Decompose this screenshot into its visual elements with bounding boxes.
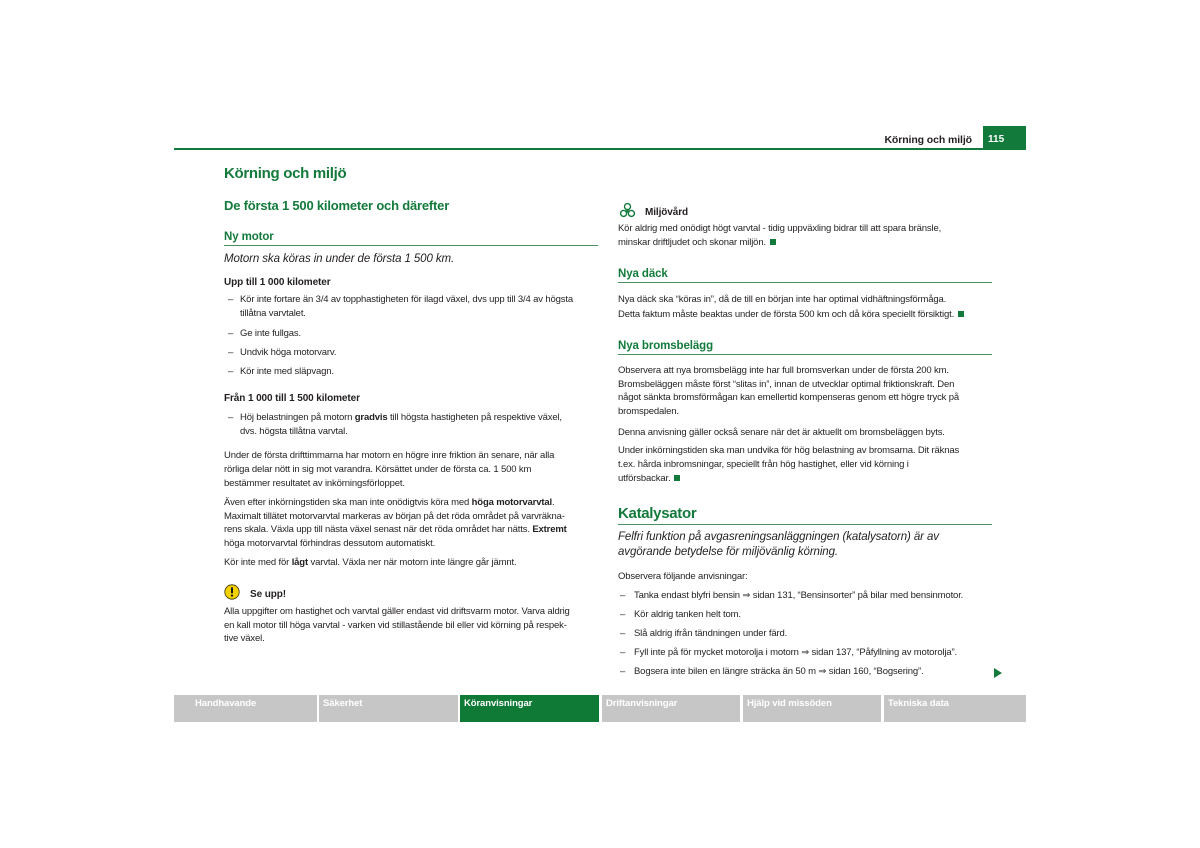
emphasis-text: Extremt	[532, 524, 567, 536]
new-tyres-text	[618, 293, 964, 322]
list-marker: –	[620, 590, 626, 601]
new-engine-lead: Motorn ska köras in under de första 1 500 km.	[224, 253, 455, 265]
footer-tab-hjalp-vid-missoden	[743, 695, 881, 722]
new-tyres-heading-rule	[618, 282, 992, 283]
brake-pads-paragraph	[618, 426, 945, 440]
paragraph-line	[618, 236, 941, 250]
new-tyres-heading: Nya däck	[618, 268, 668, 280]
high-revs-paragraph	[224, 496, 567, 551]
brake-pads-paragraph	[618, 364, 959, 419]
footer-tab-label: Säkerhet	[323, 698, 363, 709]
paragraph-line: en kall motor till höga varvtal - varken vid stillastående bil eller vid körning på respek-	[224, 619, 567, 631]
list-item-line: Undvik höga motorvarv.	[240, 347, 337, 358]
list-item-line	[240, 411, 562, 425]
footer-tab-label: Handhavande	[195, 698, 257, 709]
text-run: minskar driftljudet och skonar miljön.	[618, 237, 766, 248]
emphasis-text: lågt	[291, 557, 308, 568]
paragraph-line: Under de första drifttimmarna har motorn en högre inre friktion än senare, när alla	[224, 450, 555, 461]
stage2-heading: Från 1 000 till 1 500 kilometer	[224, 393, 360, 404]
text-run: Även efter inkörningstiden ska man inte onödigtvis köra med	[224, 497, 472, 508]
paragraph-line: Bromsbeläggen måste först “slitas in”, innan de utvecklar optimal friktionskraft. Den	[618, 378, 955, 390]
caution-title: Se upp!	[250, 589, 286, 600]
paragraph-line: något sänkta bromsförmågan kan emellertid kompenseras genom ett högre tryck på	[618, 392, 960, 404]
footer-tab-handhavande	[174, 695, 317, 722]
warning-icon	[224, 584, 240, 600]
continue-arrow-icon	[993, 666, 1003, 678]
paragraph-line: höga motorvarvtal förhindras dessutom automatiskt.	[224, 538, 436, 550]
list-marker: –	[228, 294, 234, 305]
end-of-section-marker	[958, 311, 964, 317]
list-item-line: Tanka endast blyfri bensin ⇒ sidan 131, “Bensinsorter” på bilar med bensinmotor.	[634, 590, 964, 601]
stage1-heading: Upp till 1 000 kilometer	[224, 277, 331, 288]
list-marker: –	[620, 647, 626, 658]
new-brake-pads-heading-rule	[618, 354, 992, 355]
lead-line: Felfri funktion på avgasreningsanläggningen (katalysatorn) är av	[618, 531, 939, 543]
footer-tab-label: Driftanvisningar	[606, 698, 678, 709]
lead-line: avgörande betydelse för miljövänlig körning.	[618, 546, 838, 558]
paragraph-line: Denna anvisning gäller också senare när det är aktuellt om bromsbeläggen byts.	[618, 427, 945, 438]
friction-paragraph	[224, 449, 554, 491]
paragraph-line	[224, 496, 567, 510]
list-item-line: Kör aldrig tanken helt tom.	[634, 609, 741, 620]
text-run: varvtal. Växla ner när motorn inte längre går jämnt.	[307, 557, 517, 568]
footer-tab-driftanvisningar	[602, 695, 740, 722]
header-rule	[174, 148, 1026, 150]
new-brake-pads-heading: Nya bromsbelägg	[618, 340, 713, 352]
list-marker: –	[620, 609, 626, 620]
list-item-line: Kör inte fortare än 3/4 av topphastigheten för ilagd växel, dvs upp till 3/4 av högsta	[240, 294, 574, 305]
paragraph-line	[618, 472, 959, 486]
paragraph-line: bromspedalen.	[618, 406, 679, 418]
text-run: Kör inte med för	[224, 557, 292, 568]
environment-icon	[619, 202, 636, 219]
environment-note-text	[618, 222, 941, 250]
list-item-line: Ge inte fullgas.	[240, 328, 301, 339]
text-run: .	[551, 497, 555, 508]
brake-pads-paragraph	[618, 444, 959, 486]
list-item-line: Fyll inte på för mycket motorolja i motorn ⇒ sidan 137, “Påfyllning av motorolja”.	[634, 647, 958, 658]
paragraph-line	[224, 556, 517, 570]
footer-tab-koranvisningar	[460, 695, 599, 722]
footer-tab-tekniska-data	[884, 695, 1026, 722]
page-number: 115	[988, 134, 1005, 145]
catalytic-converter-heading: Katalysator	[618, 505, 697, 522]
catalytic-converter-lead	[618, 530, 939, 560]
list-item-line: dvs. högsta tillåtna varvtal.	[240, 426, 348, 437]
list-marker: –	[228, 412, 234, 423]
text-run: rens skala. Växla upp till nästa växel senast när det röda området har nätts.	[224, 524, 533, 536]
running-header-title: Körning och miljö	[884, 134, 972, 146]
paragraph-line: Observera att nya bromsbelägg inte har full bromsverkan under de första 200 km.	[618, 365, 949, 376]
paragraph-line: t.ex. hårda inbromsningar, speciellt från hög hastighet, eller vid körning i	[618, 459, 909, 470]
list-marker: –	[228, 328, 234, 339]
text-run: utförsbackar.	[618, 473, 671, 484]
catalytic-converter-intro: Observera följande anvisningar:	[618, 571, 748, 582]
list-marker: –	[620, 628, 626, 639]
list-item-line: tillåtna varvtalet.	[240, 308, 306, 319]
paragraph-line: tive växel.	[224, 633, 265, 644]
section-title: De första 1 500 kilometer och därefter	[224, 198, 450, 213]
footer-tab-label: Köranvisningar	[464, 698, 533, 709]
paragraph-line: rörliga delar nött in sig mot varandra. Körsättet under de första ca. 1 500 km	[224, 464, 532, 475]
paragraph-line: Nya däck ska “köras in”, då de till en början inte har optimal vidhäftningsförmåga.	[618, 294, 947, 305]
paragraph-line: Alla uppgifter om hastighet och varvtal gäller endast vid driftsvarm motor. Varva aldrig	[224, 606, 570, 617]
end-of-section-marker	[770, 239, 776, 245]
caution-text	[224, 605, 570, 646]
footer-tab-label: Tekniska data	[888, 698, 949, 709]
emphasis-text: gradvis	[354, 412, 388, 423]
paragraph-line: Under inkörningstiden ska man undvika för hög belastning av bromsarna. Dit räknas	[618, 445, 960, 456]
text-run: till högsta hastigheten på respektive växel,	[387, 412, 562, 423]
new-engine-heading: Ny motor	[224, 231, 274, 243]
list-item-line: Bogsera inte bilen en längre sträcka än 50 m ⇒ sidan 160, “Bogsering”.	[634, 666, 924, 677]
catalytic-converter-heading-rule	[618, 524, 992, 525]
list-item-line: Kör inte med släpvagn.	[240, 366, 334, 377]
footer-tab-sakerhet	[319, 695, 458, 722]
paragraph-line: bestämmer resultatet av inkörningsförloppet.	[224, 478, 405, 489]
text-run: Höj belastningen på motorn	[240, 412, 355, 423]
text-run: Detta faktum måste beaktas under de första 500 km och då köra speciellt försiktigt.	[618, 308, 955, 320]
new-engine-heading-rule	[224, 245, 598, 246]
list-marker: –	[228, 347, 234, 358]
chapter-title: Körning och miljö	[224, 165, 347, 182]
environment-note-title: Miljövård	[645, 207, 688, 218]
paragraph-line: Maximalt tillätet motorvarvtal markeras av början på det röda området på varvräkna-	[224, 510, 565, 522]
emphasis-text: höga motorvarvtal	[471, 497, 552, 508]
list-marker: –	[228, 366, 234, 377]
end-of-section-marker	[674, 475, 680, 481]
page-number-box	[983, 126, 1026, 149]
paragraph-line	[618, 308, 964, 323]
footer-tab-label: Hjälp vid missöden	[747, 698, 832, 709]
list-marker: –	[620, 666, 626, 677]
paragraph-line	[224, 523, 567, 537]
list-item-line: Slå aldrig ifrån tändningen under färd.	[634, 628, 788, 639]
paragraph-line: Kör aldrig med onödigt högt varvtal - tidig uppväxling bidrar till att spara bränsle,	[618, 223, 942, 234]
low-revs-paragraph	[224, 556, 517, 570]
